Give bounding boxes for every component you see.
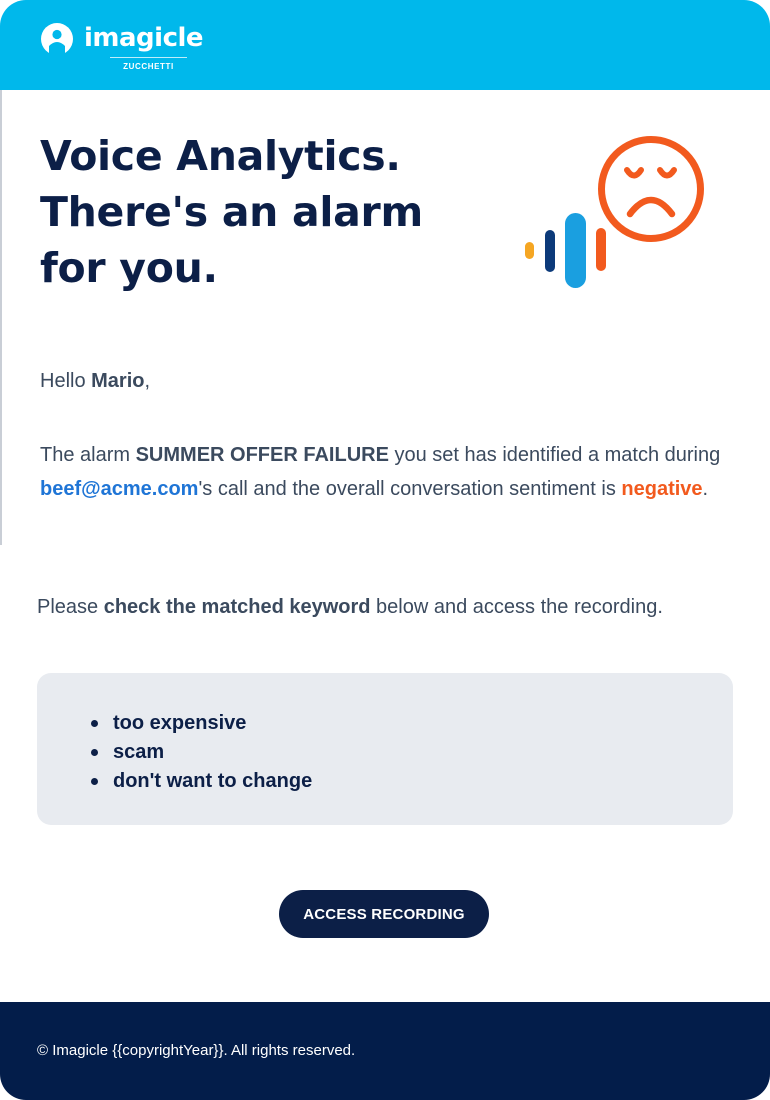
hero-title bbox=[40, 128, 480, 296]
keyword-text: scam bbox=[113, 741, 165, 763]
hero-title-line: for you. bbox=[40, 244, 218, 292]
hero-title-line: Voice Analytics. bbox=[40, 132, 401, 180]
sad-face-soundwave-icon bbox=[520, 130, 710, 295]
check-prefix: Please bbox=[37, 596, 104, 618]
keyword-list bbox=[91, 709, 312, 796]
email-header bbox=[0, 0, 770, 90]
sentiment-value: negative bbox=[621, 478, 703, 500]
logo-divider bbox=[110, 57, 187, 58]
check-suffix: below and access the recording. bbox=[370, 596, 663, 618]
alarm-mid: you set has identified a match during bbox=[388, 444, 721, 466]
imagicle-logo[interactable] bbox=[40, 22, 204, 74]
logo-wordmark: imagicle bbox=[84, 23, 204, 53]
hero-title-line: There's an alarm bbox=[40, 188, 423, 236]
logo-subtitle: ZUCCHETTI bbox=[123, 62, 174, 71]
keyword-item bbox=[91, 767, 312, 796]
alarm-prefix: The alarm bbox=[40, 444, 136, 466]
bullet-icon bbox=[91, 778, 98, 785]
imagicle-logo-icon bbox=[40, 22, 74, 56]
bullet-icon bbox=[91, 720, 98, 727]
keyword-item bbox=[91, 709, 312, 738]
alarm-message bbox=[40, 438, 740, 506]
matched-keywords-box bbox=[37, 673, 733, 825]
greeting-prefix: Hello bbox=[40, 370, 92, 392]
greeting-suffix: , bbox=[144, 370, 151, 392]
check-keyword-text bbox=[37, 596, 663, 619]
bullet-icon bbox=[91, 749, 98, 756]
alarm-end: . bbox=[702, 478, 709, 500]
user-name: Mario bbox=[91, 370, 145, 392]
left-edge-divider bbox=[0, 90, 2, 545]
greeting-text bbox=[40, 370, 150, 393]
keyword-item bbox=[91, 738, 312, 767]
copyright-text: © Imagicle {{copyrightYear}}. All rights reserved. bbox=[37, 1042, 356, 1059]
check-bold: check the matched keyword bbox=[103, 596, 371, 618]
keyword-text: don't want to change bbox=[113, 770, 313, 792]
caller-email-link[interactable]: beef@acme.com bbox=[40, 478, 199, 500]
alarm-mid2: 's call and the overall conversation sentiment is bbox=[198, 478, 622, 500]
access-recording-button[interactable]: ACCESS RECORDING bbox=[279, 890, 489, 938]
email-footer bbox=[0, 1002, 770, 1100]
alarm-name: SUMMER OFFER FAILURE bbox=[135, 444, 389, 466]
keyword-text: too expensive bbox=[113, 712, 247, 734]
